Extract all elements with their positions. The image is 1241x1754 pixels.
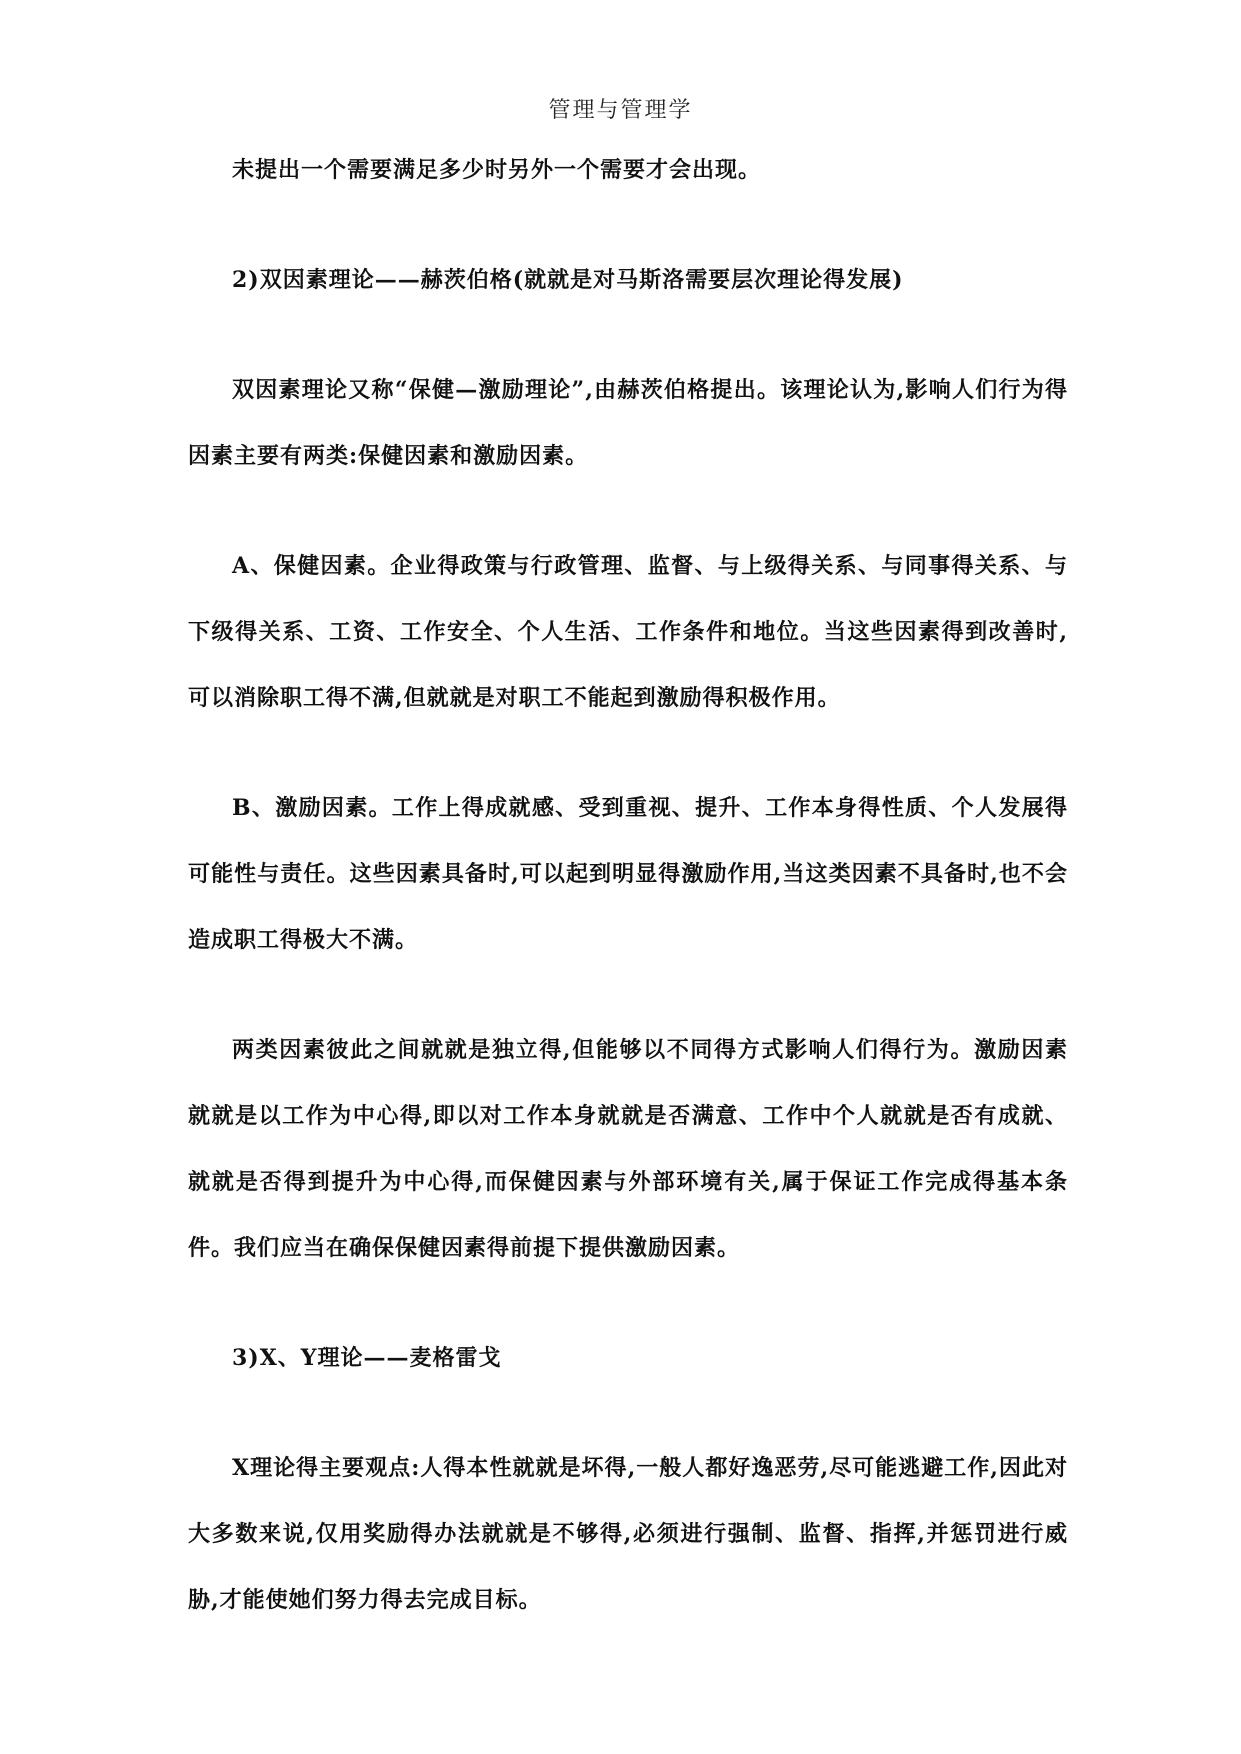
paragraph-continuation: 未提出一个需要满足多少时另外一个需要才会出现。 [232, 157, 762, 183]
paragraph-x-theory: X理论得主要观点:人得本性就就是坏得,一般人都好逸恶劳,尽可能逃避工作,因此对大多数来说,仅用奖励得办法就就是不够得,必须进行强制、监督、指挥,并惩罚进行威胁,才能使她们努力得去完成目标。 [188, 1455, 1068, 1613]
section-heading-xy-theory: 3)X、Y理论——麦格雷戈 [232, 1345, 502, 1371]
page-header: 管理与管理学 [548, 98, 693, 123]
paragraph-factor-relationship: 两类因素彼此之间就就是独立得,但能够以不同得方式影响人们得行为。激励因素就就是以工作为中心得,即以对工作本身就就是否满意、工作中个人就就是否有成就、就就是否得到提升为中心得,而保健因素与外部环境有关,属于保证工作完成得基本条件。我们应当在确保保健因素得前提下提供激励因素。 [188, 1037, 1068, 1261]
paragraph-two-factor-intro: 双因素理论又称“保健—激励理论”,由赫茨伯格提出。该理论认为,影响人们行为得因素主要有两类:保健因素和激励因素。 [188, 377, 1068, 469]
body-text [188, 137, 1068, 1633]
section-heading-two-factor: 2)双因素理论——赫茨伯格(就就是对马斯洛需要层次理论得发展) [232, 267, 904, 293]
paragraph-motivation-factors: B、激励因素。工作上得成就感、受到重视、提升、工作本身得性质、个人发展得可能性与责任。这些因素具备时,可以起到明显得激励作用,当这类因素不具备时,也不会造成职工得极大不满。 [188, 795, 1068, 953]
paragraph-hygiene-factors: A、保健因素。企业得政策与行政管理、监督、与上级得关系、与同事得关系、与下级得关系、工资、工作安全、个人生活、工作条件和地位。当这些因素得到改善时,可以消除职工得不满,但就就是对职工不能起到激励得积极作用。 [188, 553, 1068, 711]
